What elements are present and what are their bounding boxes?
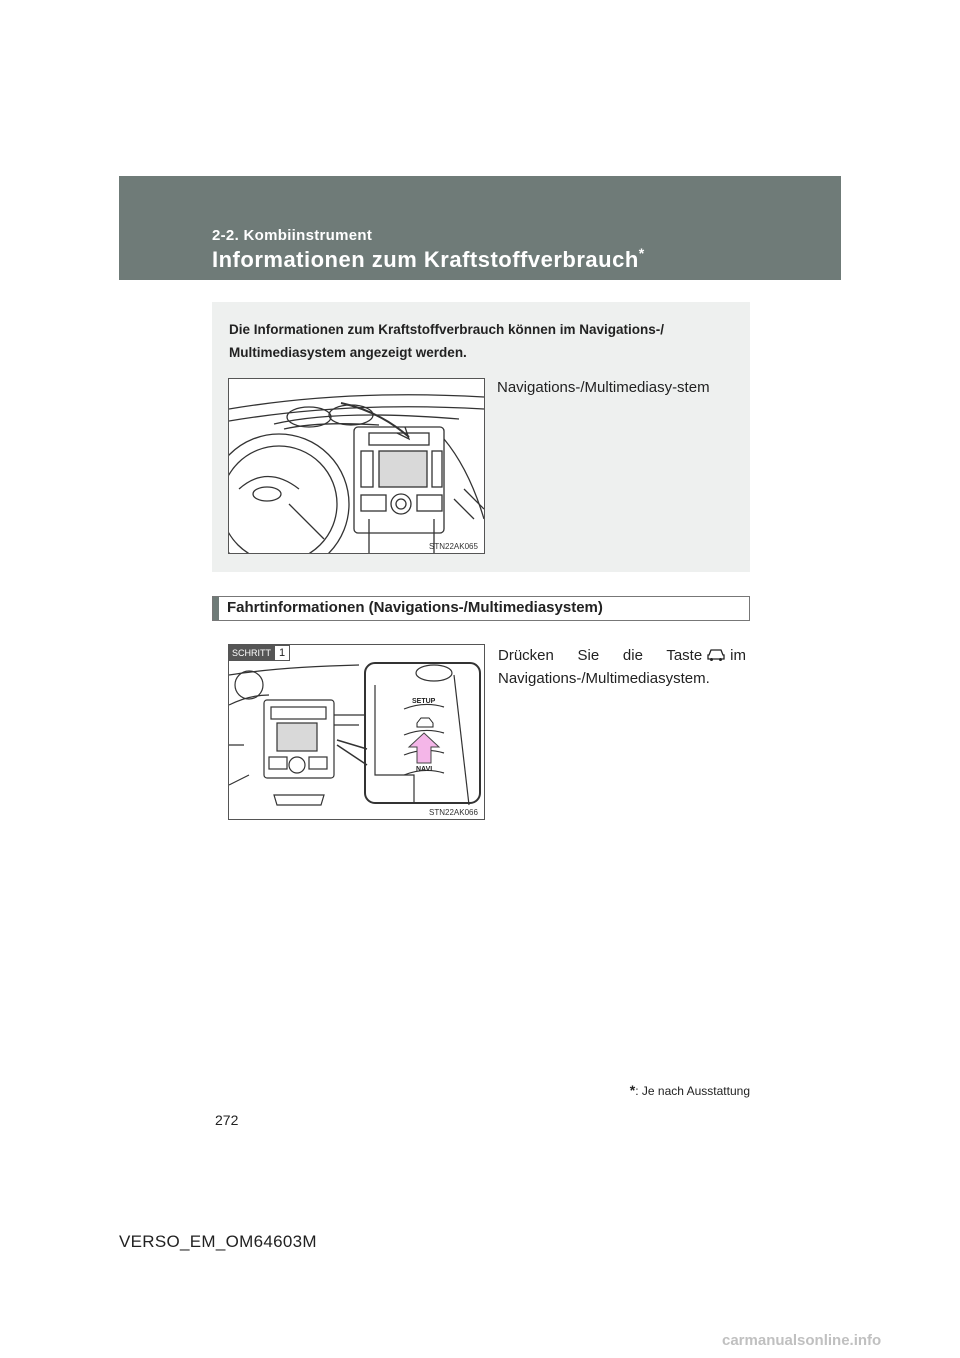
instruction-text-after: im Navigations-/Multimediasystem.	[498, 647, 746, 687]
subsection-heading	[212, 596, 750, 621]
section-label: 2-2. Kombiinstrument	[212, 227, 373, 244]
footnote	[600, 1082, 750, 1098]
car-button-icon	[417, 718, 433, 727]
subsection-title: Fahrtinformationen (Navigations-/Multimediasystem)	[227, 599, 603, 616]
car-icon	[706, 648, 726, 662]
page-number: 272	[215, 1112, 239, 1128]
step-tag	[229, 645, 290, 661]
dashboard-figure	[228, 378, 485, 554]
footnote-marker: *	[629, 1082, 636, 1098]
watermark: carmanualsonline.info	[722, 1332, 882, 1349]
press-arrow	[409, 733, 439, 763]
figure-code: STN22AK066	[429, 808, 478, 817]
header-band	[119, 176, 841, 280]
figure-code: STN22AK065	[429, 542, 478, 551]
title-footnote-marker: *	[638, 245, 645, 261]
instruction-text-before: Drücken Sie die Taste	[498, 647, 703, 664]
navi-button-label: NAVI	[416, 766, 433, 773]
console-illustration	[229, 645, 484, 819]
step-label: SCHRITT	[229, 645, 274, 661]
intro-box	[212, 302, 750, 572]
subsection-bar	[213, 597, 219, 620]
step-figure	[228, 644, 485, 820]
document-code: VERSO_EM_OM64603M	[119, 1232, 317, 1251]
callout-text: Navigations-/Multimediasy-stem	[497, 379, 710, 396]
step-number: 1	[274, 645, 290, 661]
page-title-text: Informationen zum Kraftstoffverbrauch	[212, 247, 639, 272]
dashboard-illustration	[229, 379, 484, 553]
footnote-text: : Je nach Ausstattung	[635, 1084, 750, 1098]
step-instruction	[498, 644, 746, 690]
setup-button-label: SETUP	[412, 698, 436, 705]
intro-text: Die Informationen zum Kraftstoffverbrauch können im Navigations-/ Multimediasystem angezeigt werden.	[229, 322, 665, 360]
page-title	[212, 247, 645, 273]
